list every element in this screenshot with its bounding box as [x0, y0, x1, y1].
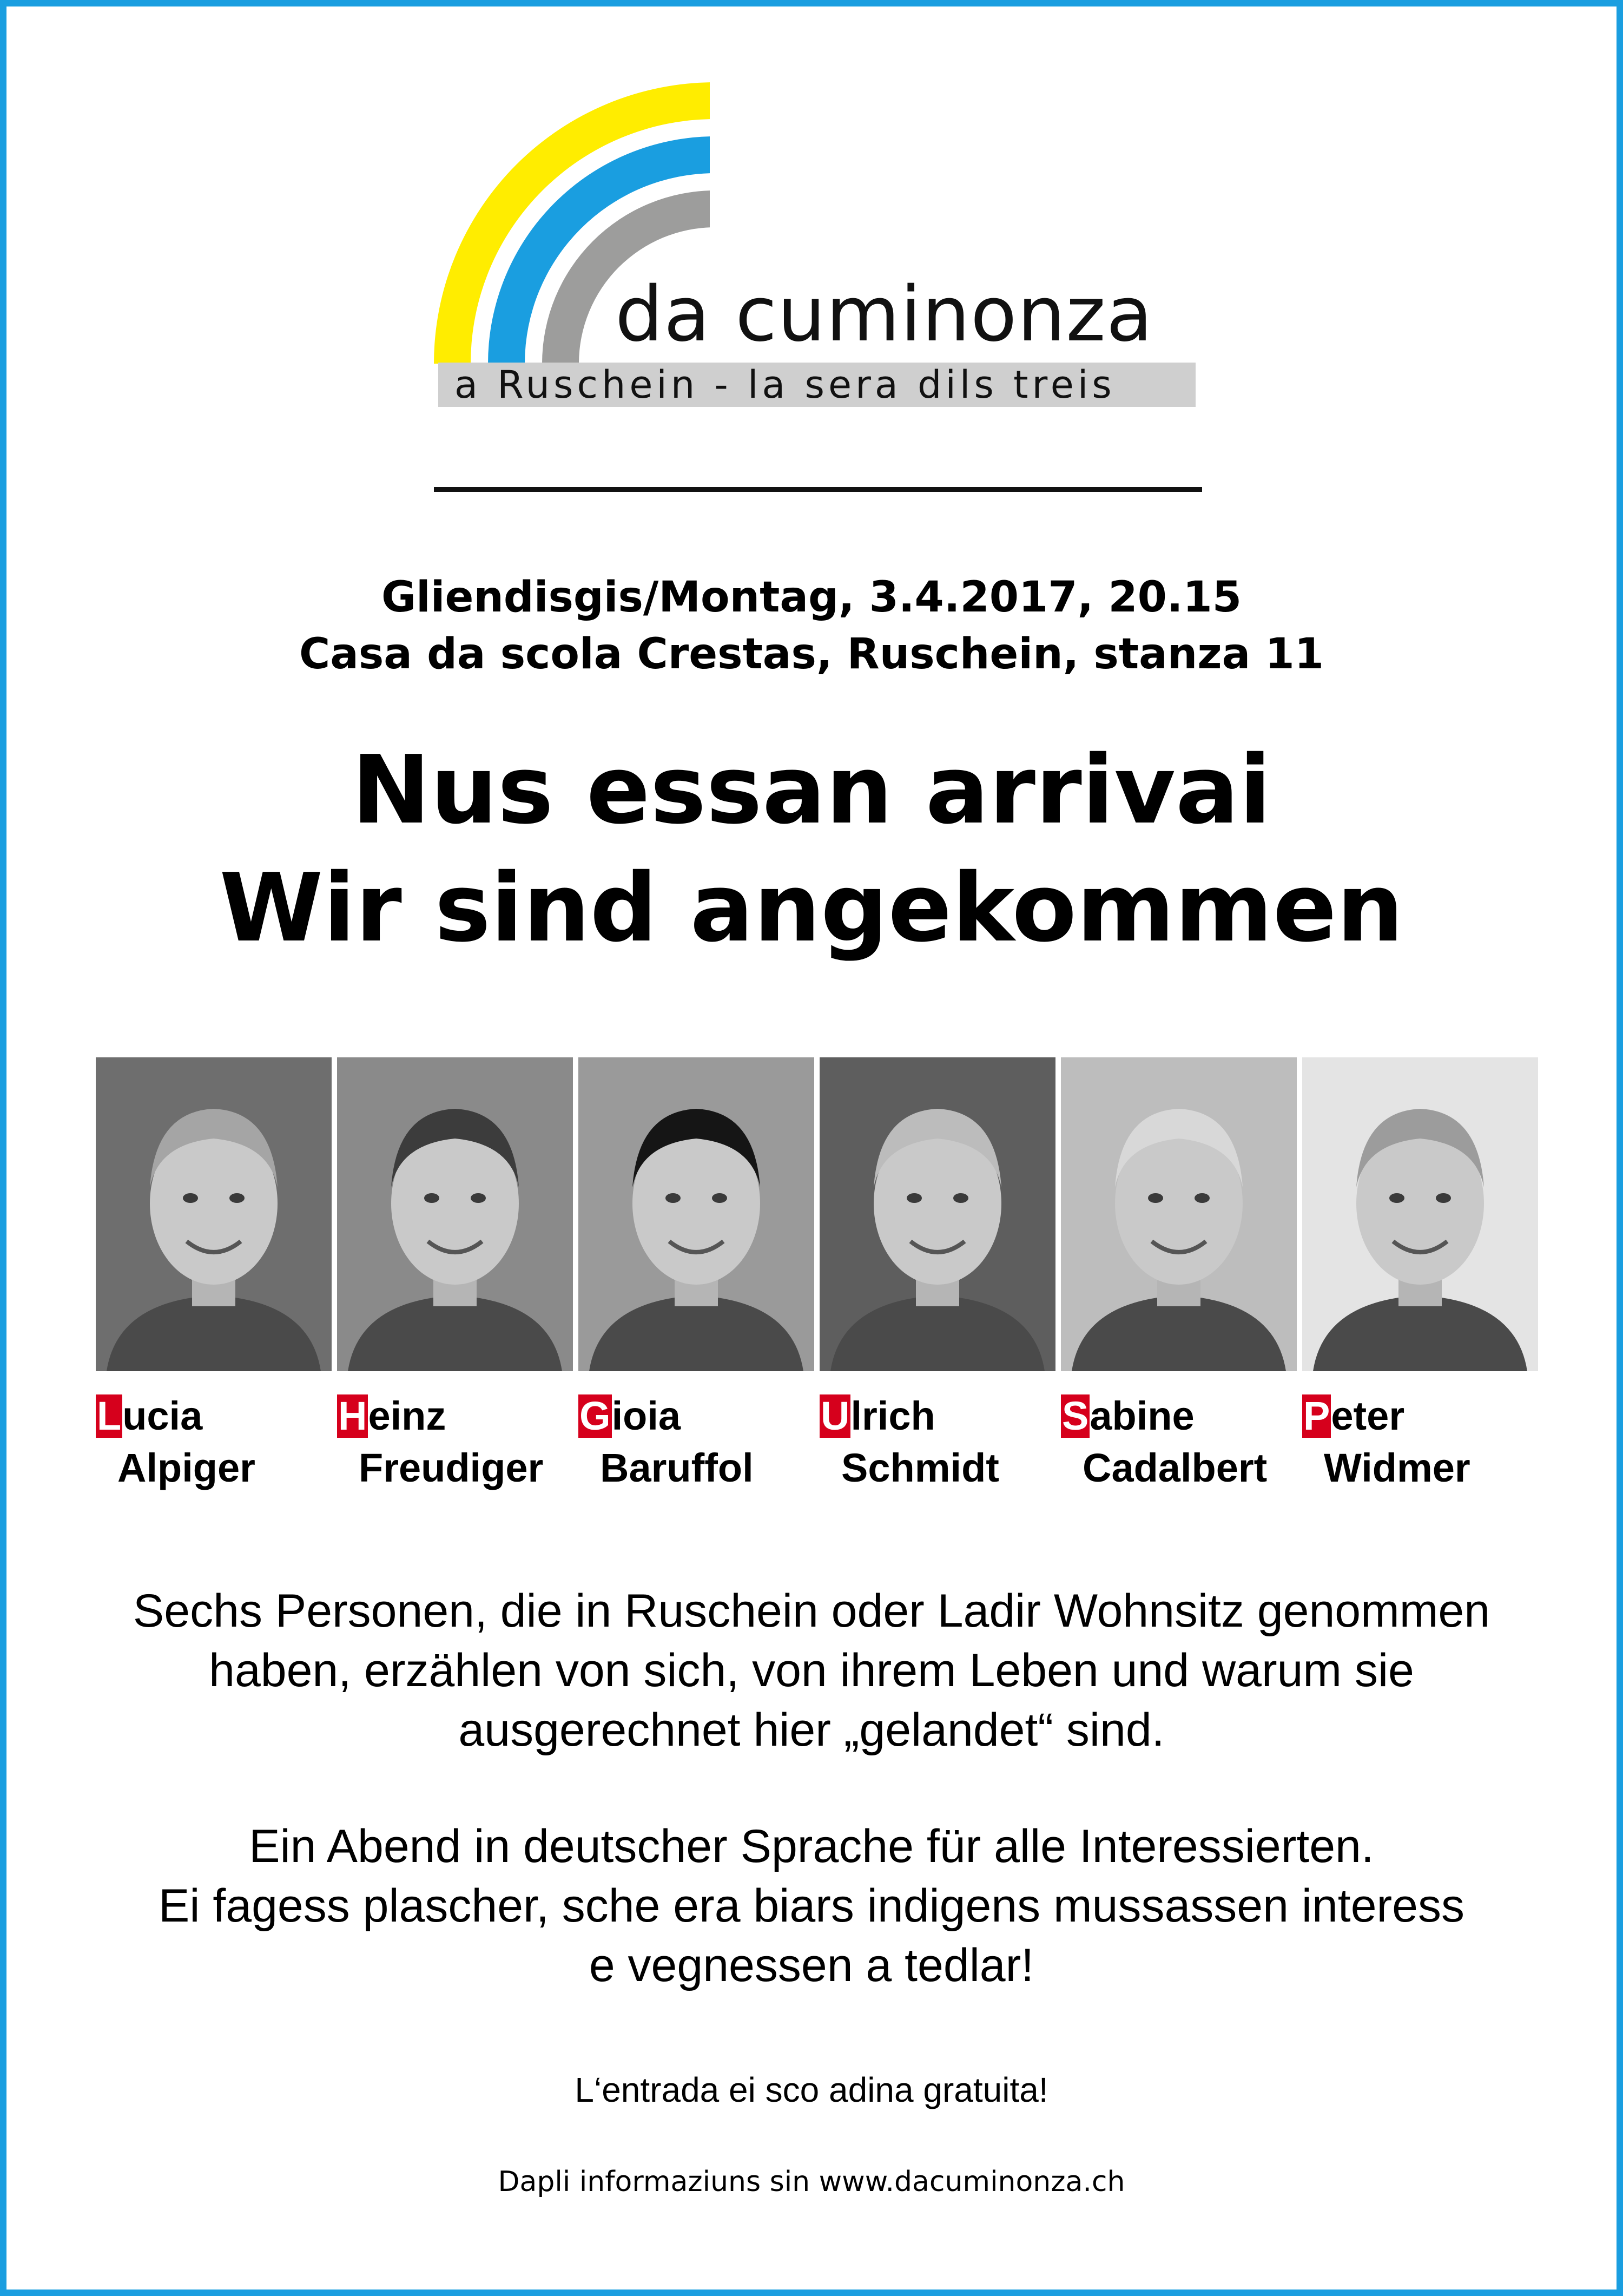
- initial-badge: P: [1303, 1393, 1330, 1438]
- person-name: [820, 1390, 1055, 1494]
- logo: [428, 82, 1202, 407]
- initial-badge: H: [338, 1393, 367, 1438]
- last-name: Baruffol: [600, 1445, 754, 1490]
- initial-badge: G: [579, 1393, 611, 1438]
- initial-badge: L: [97, 1393, 122, 1438]
- person-name: [578, 1390, 814, 1494]
- person-card: [96, 1057, 332, 1494]
- description: [6, 1581, 1617, 1760]
- divider-rule: [434, 487, 1202, 492]
- first-name: [1061, 1390, 1297, 1442]
- description-line: ausgerechnet hier „gelandet“ sind.: [458, 1704, 1165, 1756]
- first-name: [578, 1390, 814, 1442]
- last-name: Freudiger: [359, 1445, 544, 1490]
- description-line: haben, erzählen von sich, von ihrem Leben und warum sie: [209, 1644, 1414, 1696]
- portrait-man-glasses-on-head-icon: [820, 1057, 1055, 1371]
- portrait-woman-glasses-icon: [578, 1057, 814, 1371]
- event-date: Gliendisgis/Montag, 3.4.2017, 20.15: [381, 573, 1242, 622]
- person-name: [1061, 1390, 1297, 1494]
- logo-tagline: a Ruschein - la sera dils treis: [438, 363, 1196, 407]
- invitation-line: e vegnessen a tedlar!: [589, 1939, 1034, 1991]
- first-name-rest: einz: [368, 1393, 446, 1438]
- invitation-line: Ein Abend in deutscher Sprache für alle Interessierten.: [249, 1820, 1374, 1872]
- more-info: [6, 2163, 1617, 2201]
- portrait-man-bald-beard-icon: [337, 1057, 573, 1371]
- last-name: Schmidt: [841, 1445, 999, 1490]
- event-location: Casa da scola Crestas, Ruschein, stanza 11: [299, 630, 1324, 679]
- portrait-woman-blonde-icon: [1061, 1057, 1297, 1371]
- person-name: [96, 1390, 332, 1494]
- first-name: [820, 1390, 1055, 1442]
- first-name-rest: eter: [1331, 1393, 1405, 1438]
- admission: [6, 2068, 1617, 2111]
- people-row: [96, 1057, 1546, 1501]
- last-name: Cadalbert: [1083, 1445, 1268, 1490]
- person-name: [337, 1390, 573, 1494]
- headline-romansh: Nus essan arrivai: [352, 735, 1271, 845]
- person-card: [820, 1057, 1055, 1494]
- person-name: [1302, 1390, 1538, 1494]
- headline: [6, 732, 1617, 968]
- person-card: [578, 1057, 814, 1494]
- first-name-rest: ucia: [122, 1393, 203, 1438]
- invitation: [6, 1817, 1617, 1995]
- event-details: [6, 569, 1617, 683]
- portrait-woman-knit-hat-icon: [96, 1057, 332, 1371]
- description-line: Sechs Personen, die in Ruschein oder Ladir Wohnsitz genommen: [133, 1585, 1490, 1637]
- person-card: [337, 1057, 573, 1494]
- admission-text: L‘entrada ei sco adina gratuita!: [575, 2070, 1048, 2109]
- first-name: [96, 1390, 332, 1442]
- first-name: [337, 1390, 573, 1442]
- more-info-text: Dapli informaziuns sin www.dacuminonza.ch: [498, 2166, 1125, 2198]
- first-name-rest: ioia: [611, 1393, 681, 1438]
- headline-german: Wir sind angekommen: [219, 853, 1404, 963]
- person-card: [1302, 1057, 1538, 1494]
- logo-name: da cuminonza: [615, 271, 1153, 359]
- first-name-rest: abine: [1090, 1393, 1195, 1438]
- first-name: [1302, 1390, 1538, 1442]
- last-name: Alpiger: [117, 1445, 255, 1490]
- initial-badge: S: [1062, 1393, 1089, 1438]
- person-card: [1061, 1057, 1297, 1494]
- initial-badge: U: [821, 1393, 850, 1438]
- portrait-man-grey-hair-icon: [1302, 1057, 1538, 1371]
- last-name: Widmer: [1324, 1445, 1470, 1490]
- invitation-line: Ei fagess plascher, sche era biars indigens mussassen interess: [158, 1880, 1464, 1932]
- first-name-rest: lrich: [850, 1393, 935, 1438]
